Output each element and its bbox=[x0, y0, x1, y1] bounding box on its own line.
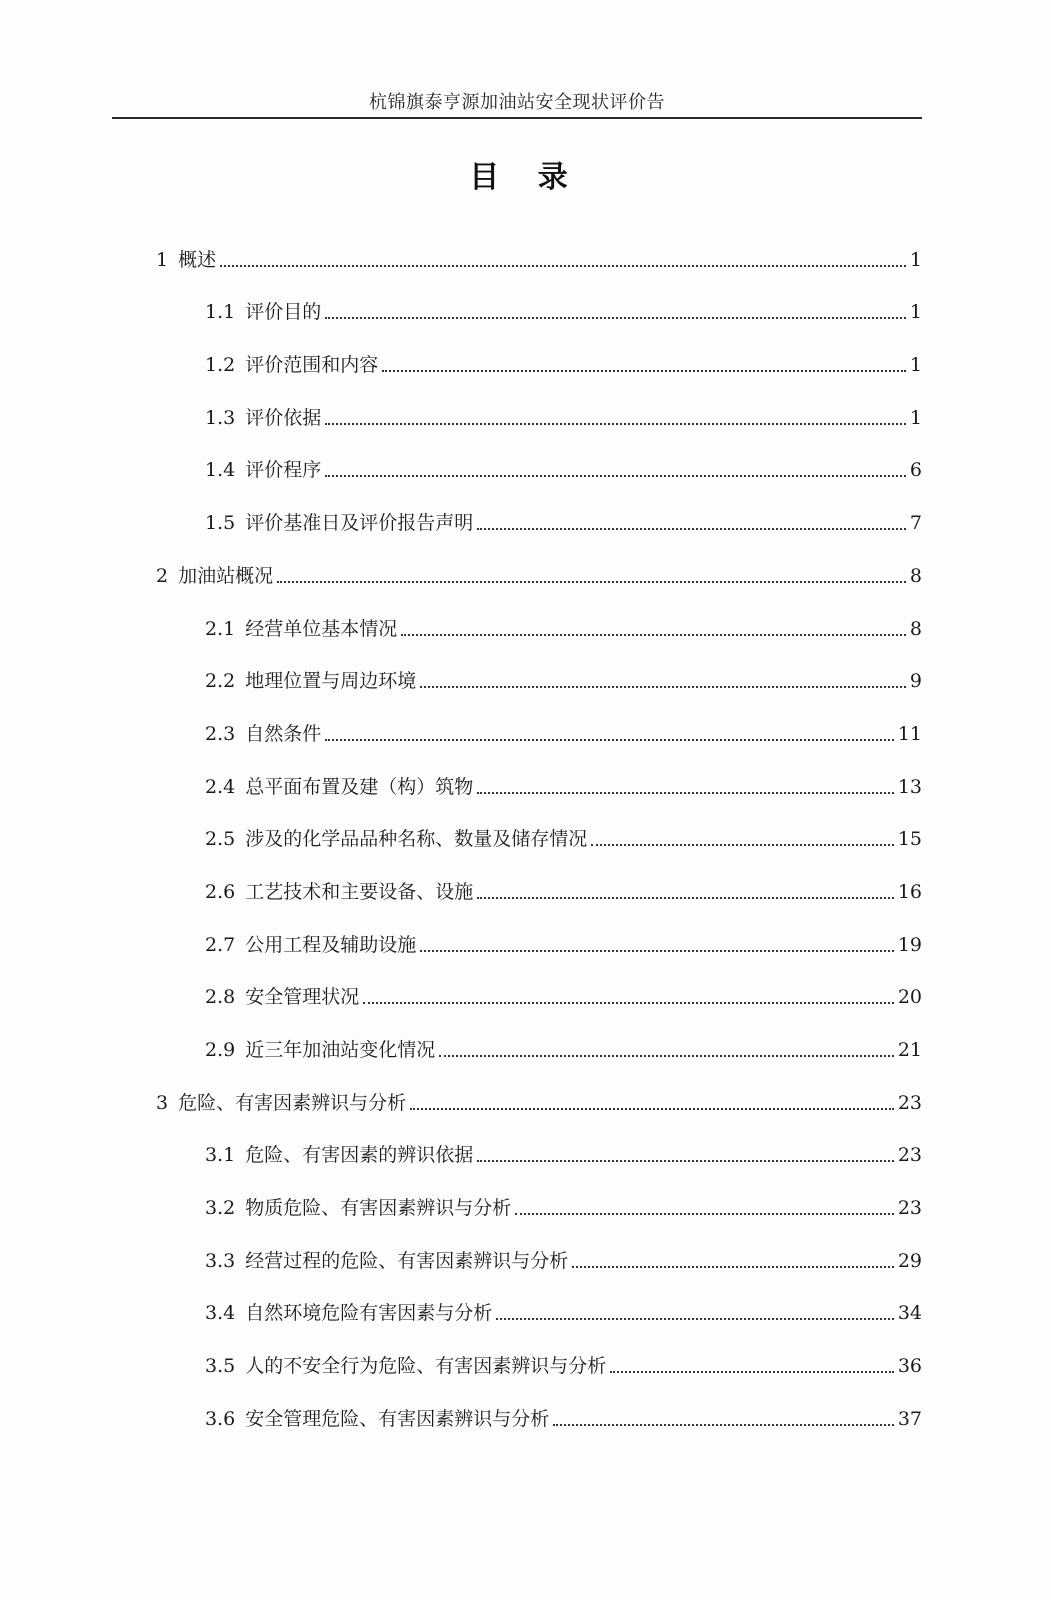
table-of-contents bbox=[0, 243, 1051, 1455]
toc-entry-number: 3.4 bbox=[205, 1302, 236, 1325]
toc-entry-number: 3.1 bbox=[205, 1144, 236, 1167]
toc-entry[interactable] bbox=[0, 1244, 1051, 1297]
toc-entry-label: 涉及的化学品品种名称、数量及储存情况 bbox=[245, 828, 588, 851]
toc-dot-leader bbox=[420, 950, 894, 952]
toc-dot-leader bbox=[220, 265, 906, 267]
toc-entry[interactable] bbox=[0, 770, 1051, 823]
toc-page-number: 23 bbox=[897, 1091, 922, 1114]
toc-entry-label: 经营单位基本情况 bbox=[245, 617, 398, 640]
toc-page-number: 8 bbox=[909, 564, 922, 587]
toc-dot-leader bbox=[477, 897, 894, 899]
toc-dot-leader bbox=[325, 423, 906, 425]
toc-entry-number: 1.5 bbox=[205, 512, 236, 535]
toc-page-number: 11 bbox=[897, 722, 922, 745]
toc-page-number: 34 bbox=[897, 1302, 922, 1325]
toc-page-number: 8 bbox=[909, 617, 922, 640]
toc-dot-leader bbox=[420, 686, 906, 688]
toc-page-number: 23 bbox=[897, 1197, 922, 1220]
toc-dot-leader bbox=[325, 475, 906, 477]
toc-entry-number: 2.8 bbox=[205, 986, 236, 1009]
toc-page-number: 36 bbox=[897, 1355, 922, 1378]
toc-page-number: 15 bbox=[897, 828, 922, 851]
toc-entry[interactable] bbox=[0, 665, 1051, 718]
toc-entry[interactable] bbox=[0, 1139, 1051, 1192]
toc-page-number: 7 bbox=[909, 512, 922, 535]
toc-entry-number: 2.4 bbox=[205, 775, 236, 798]
toc-title: 目 录 bbox=[469, 160, 582, 195]
toc-entry-number: 1 bbox=[156, 248, 169, 271]
toc-entry-number: 1.1 bbox=[205, 301, 236, 324]
header-title: 杭锦旗泰亨源加油站安全现状评价告 bbox=[369, 92, 665, 113]
toc-entry-label: 评价依据 bbox=[245, 406, 322, 429]
toc-entry-label: 经营过程的危险、有害因素辨识与分析 bbox=[245, 1249, 569, 1272]
toc-entry[interactable] bbox=[0, 717, 1051, 770]
toc-entry-number: 2.6 bbox=[205, 880, 236, 903]
toc-entry-number: 2.9 bbox=[205, 1039, 236, 1061]
toc-entry[interactable] bbox=[0, 823, 1051, 876]
toc-page-number: 16 bbox=[897, 880, 922, 903]
toc-entry[interactable] bbox=[0, 875, 1051, 928]
toc-entry-number: 3.6 bbox=[205, 1407, 236, 1430]
toc-entry-number: 1.4 bbox=[205, 459, 236, 482]
toc-entry[interactable] bbox=[0, 1349, 1051, 1402]
toc-dot-leader bbox=[439, 1055, 894, 1057]
toc-entry-label: 概述 bbox=[178, 248, 217, 271]
toc-page-number: 29 bbox=[897, 1249, 922, 1272]
toc-entry-label: 工艺技术和主要设备、设施 bbox=[245, 880, 474, 903]
toc-entry[interactable] bbox=[0, 1297, 1051, 1350]
toc-entry-number: 3 bbox=[156, 1091, 169, 1114]
toc-entry-number: 1.2 bbox=[205, 354, 236, 377]
toc-entry-number: 2 bbox=[156, 564, 169, 587]
toc-dot-leader bbox=[477, 1160, 894, 1162]
toc-entry[interactable] bbox=[0, 981, 1051, 1034]
toc-page-number: 37 bbox=[897, 1407, 922, 1430]
toc-entry[interactable] bbox=[0, 612, 1051, 665]
toc-dot-leader bbox=[553, 1424, 894, 1426]
toc-entry[interactable] bbox=[0, 1033, 1051, 1086]
running-header bbox=[112, 88, 922, 114]
toc-entry[interactable] bbox=[0, 348, 1051, 401]
toc-entry-number: 1.3 bbox=[205, 406, 236, 429]
toc-page-number: 1 bbox=[909, 301, 922, 324]
toc-dot-leader bbox=[591, 844, 894, 846]
toc-entry-number: 2.5 bbox=[205, 828, 236, 851]
toc-entry-label: 评价目的 bbox=[245, 301, 322, 324]
toc-dot-leader bbox=[572, 1266, 894, 1268]
toc-page-number: 21 bbox=[897, 1039, 922, 1061]
toc-entry-number: 3.3 bbox=[205, 1249, 236, 1272]
toc-page-number: 1 bbox=[909, 354, 922, 377]
toc-entry-number: 2.2 bbox=[205, 670, 236, 693]
toc-entry[interactable] bbox=[0, 454, 1051, 507]
toc-entry[interactable] bbox=[0, 296, 1051, 349]
toc-dot-leader bbox=[496, 1318, 894, 1320]
toc-dot-leader bbox=[363, 1002, 894, 1004]
toc-dot-leader bbox=[410, 1108, 894, 1110]
toc-entry-label: 地理位置与周边环境 bbox=[245, 670, 417, 693]
toc-entry-label: 加油站概况 bbox=[178, 564, 274, 587]
toc-entry[interactable] bbox=[0, 243, 1051, 296]
toc-entry-number: 2.3 bbox=[205, 722, 236, 745]
toc-entry-label: 危险、有害因素的辨识依据 bbox=[245, 1144, 474, 1167]
toc-entry-label: 评价范围和内容 bbox=[245, 354, 379, 377]
toc-page-number: 1 bbox=[909, 406, 922, 429]
toc-entry[interactable] bbox=[0, 1086, 1051, 1139]
toc-entry-label: 安全管理危险、有害因素辨识与分析 bbox=[245, 1407, 550, 1430]
toc-entry-label: 总平面布置及建（构）筑物 bbox=[245, 775, 474, 798]
toc-entry[interactable] bbox=[0, 1191, 1051, 1244]
toc-entry-label: 公用工程及辅助设施 bbox=[245, 933, 417, 956]
toc-dot-leader bbox=[325, 317, 906, 319]
toc-page-number: 23 bbox=[897, 1144, 922, 1167]
toc-entry[interactable] bbox=[0, 1402, 1051, 1455]
toc-entry[interactable] bbox=[0, 559, 1051, 612]
toc-entry-label: 危险、有害因素辨识与分析 bbox=[178, 1091, 407, 1114]
toc-dot-leader bbox=[477, 528, 906, 530]
toc-entry-number: 3.2 bbox=[205, 1197, 236, 1220]
toc-entry[interactable] bbox=[0, 506, 1051, 559]
toc-dot-leader bbox=[515, 1213, 894, 1215]
toc-dot-leader bbox=[325, 739, 894, 741]
toc-entry-label: 评价基准日及评价报告声明 bbox=[245, 512, 474, 535]
toc-entry[interactable] bbox=[0, 928, 1051, 981]
toc-page-number: 9 bbox=[909, 670, 922, 693]
toc-page-number: 20 bbox=[897, 986, 922, 1009]
toc-page-number: 13 bbox=[897, 775, 922, 798]
toc-entry-label: 近三年加油站变化情况 bbox=[245, 1039, 436, 1061]
toc-dot-leader bbox=[277, 581, 906, 583]
toc-page-number: 6 bbox=[909, 459, 922, 482]
toc-entry-label: 自然环境危险有害因素与分析 bbox=[245, 1302, 493, 1325]
toc-entry-label: 评价程序 bbox=[245, 459, 322, 482]
header-rule bbox=[112, 117, 922, 119]
toc-page-number: 1 bbox=[909, 248, 922, 271]
toc-dot-leader bbox=[401, 634, 906, 636]
toc-entry-number: 2.7 bbox=[205, 933, 236, 956]
toc-dot-leader bbox=[477, 792, 894, 794]
toc-dot-leader bbox=[382, 370, 906, 372]
toc-page-number: 19 bbox=[897, 933, 922, 956]
toc-dot-leader bbox=[610, 1371, 894, 1373]
toc-entry-label: 人的不安全行为危险、有害因素辨识与分析 bbox=[245, 1355, 607, 1378]
toc-entry-label: 自然条件 bbox=[245, 722, 322, 745]
toc-entry-label: 安全管理状况 bbox=[245, 986, 360, 1009]
toc-entry-label: 物质危险、有害因素辨识与分析 bbox=[245, 1197, 512, 1220]
toc-entry-number: 2.1 bbox=[205, 617, 236, 640]
toc-entry-number: 3.5 bbox=[205, 1355, 236, 1378]
toc-entry[interactable] bbox=[0, 401, 1051, 454]
